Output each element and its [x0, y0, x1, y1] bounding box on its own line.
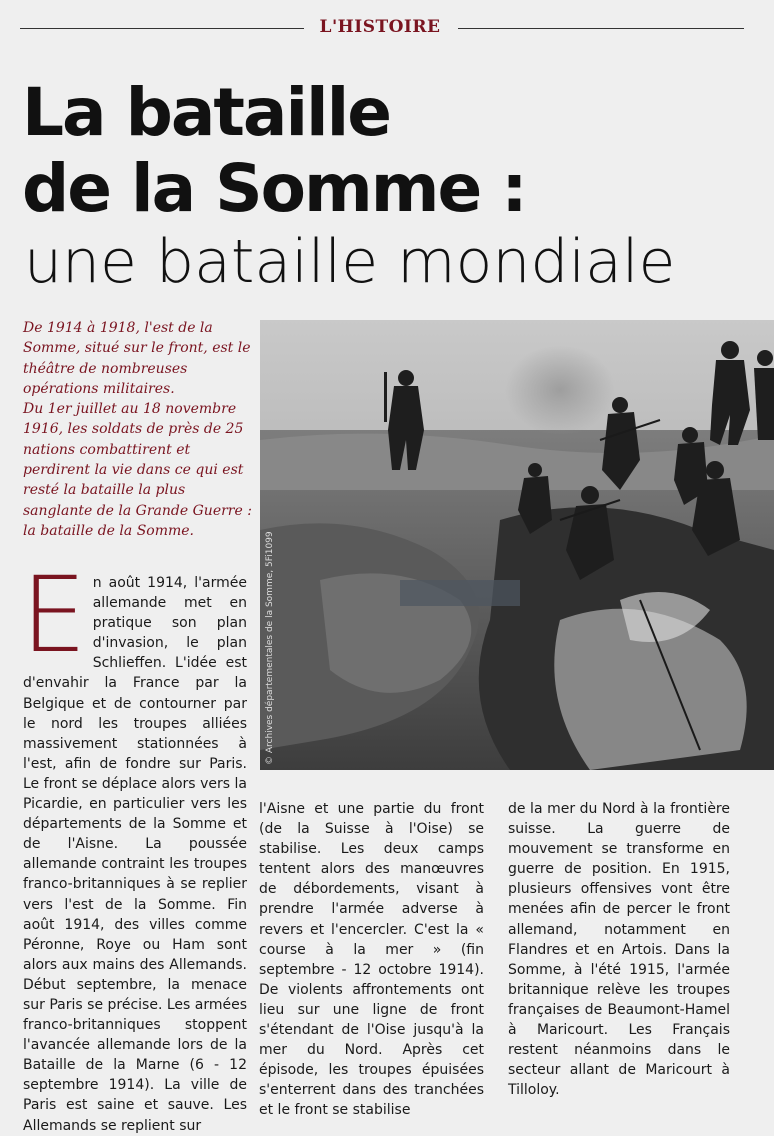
photo-credit-text: © Archives départementales de la Somme, 5Fi1099	[265, 531, 275, 765]
column-3-text: de la mer du Nord à la frontière suisse. La guerre de mouvement se transforme en guerre de position. En 1915, plusieurs offensives vont être menées afin de percer le front allemand, notamment en Flandres et en Artois. Dans la Somme, à l'été 1915, l'armée britannique relève les troupes françaises de Beaumont-Hamel à Maricourt. Les Français restent néanmoins dans le secteur allant de Maricourt à Tilloloy.	[508, 801, 730, 1099]
article-subtitle: une bataille mondiale	[24, 227, 676, 297]
column-3	[508, 799, 730, 1100]
photo-credit	[265, 531, 285, 765]
column-2	[259, 799, 484, 1121]
battle-photo	[260, 320, 774, 770]
column-2-text: l'Aisne et une partie du front (de la Suisse à l'Oise) se stabilise. Les deux camps tentent alors des manœuvres de débordements, visant à prendre l'armée adverse à revers et l'encercler. C'est la « course à la mer » (fin septembre - 12 octobre 1914). De violents affrontements ont lieu sur une ligne de front s'étendant de l'Oise jusqu'à la mer du Nord. Après cet épisode, les troupes épuisées s'enterrent dans des tranchées et le front se stabilise	[259, 801, 484, 1119]
intro-paragraph-1: De 1914 à 1918, l'est de la Somme, situé sur le front, est le théâtre de nombreuses opérations militaires.	[23, 320, 251, 397]
article-title-line1: La bataille	[22, 74, 391, 151]
intro-paragraph-2: Du 1er juillet au 18 novembre 1916, les soldats de près de 25 nations combattirent et perdirent la vie dans ce qui est resté la bataille la plus sanglante de la Grande Guerre : la bataille de la Somme.	[23, 401, 252, 539]
battle-photo-illustration	[260, 320, 774, 770]
column-1-body: n août 1914, l'armée allemande met en pratique son plan d'invasion, le plan Schlieffen. L'idée est d'envahir la France par la Belgique et de contourner par le nord les troupes alliées massivement stationnées à l'est, afin de fondre sur Paris. Le front se déplace alors vers la Picardie, en particulier vers les départements de la Somme et de l'Aisne. La poussée allemande contraint les troupes franco-britanniques à se replier vers l'est de la Somme. Fin août 1914, des villes comme Péronne, Roye ou Ham sont alors aux mains des Allemands. Début septembre, la menace sur Paris se précise. Les armées franco-britanniques stoppent l'avancée allemande lors de la Bataille de la Marne (6 - 12 septembre 1914). La ville de Paris est saine et sauve. Les Allemands se replient sur	[23, 575, 248, 1134]
drop-cap: E	[21, 554, 87, 676]
header-rule-left	[20, 28, 304, 29]
column-1-text	[21, 554, 248, 1136]
header-rule-right	[458, 28, 744, 29]
article-title-line2: de la Somme :	[22, 150, 526, 227]
article-intro	[23, 318, 255, 541]
section-label: L'HISTOIRE	[319, 17, 441, 37]
column-1	[21, 554, 248, 1136]
